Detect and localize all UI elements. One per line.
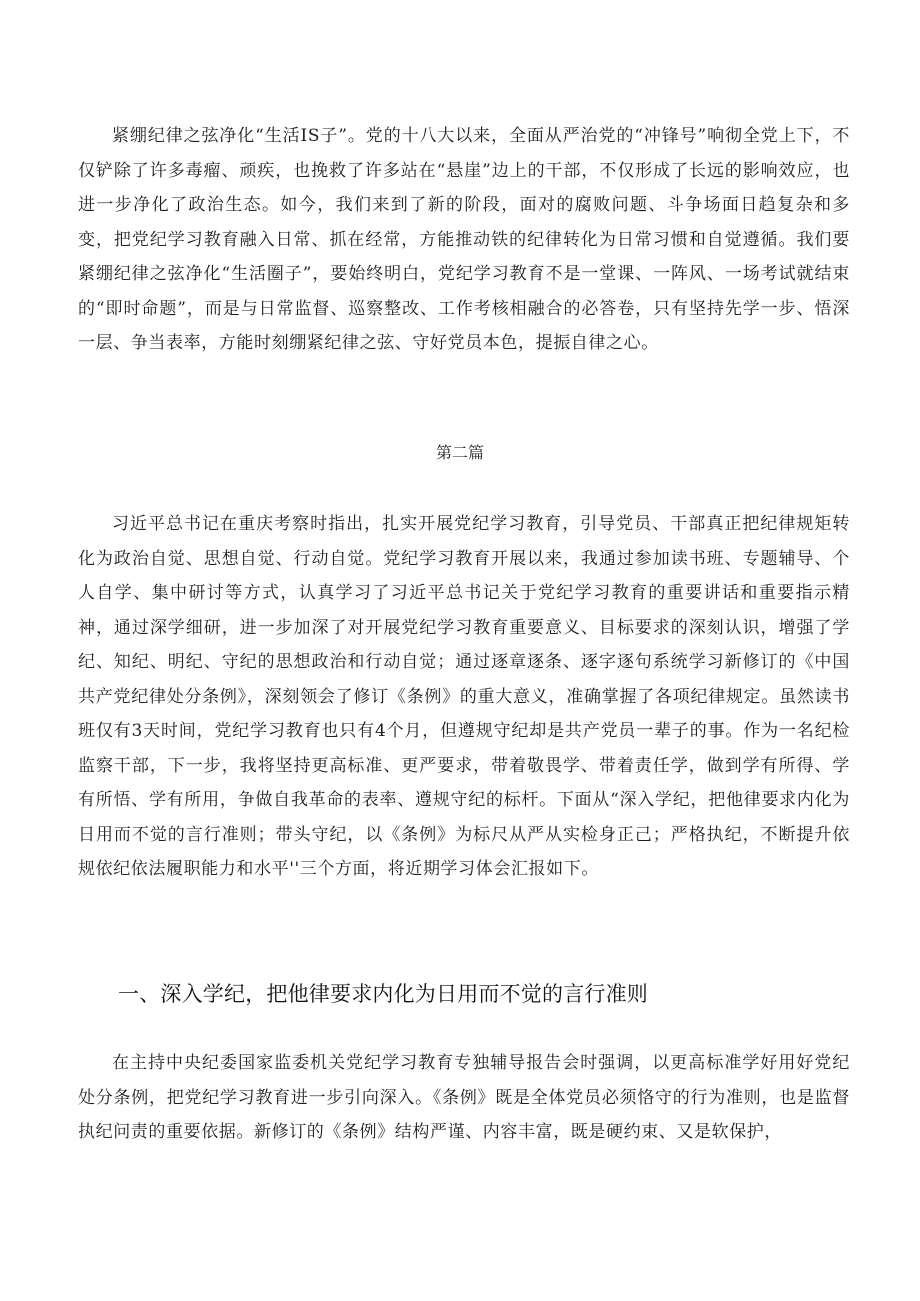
section-heading: 一、深入学纪，把他律要求内化为日用而不觉的言行准则 [118,982,648,1006]
body-paragraph: 紧绷纪律之弦净化“生活IS子”。党的十八大以来，全面从严治党的“冲锋号”响彻全党上下，不仅铲除了许多毒瘤、顽疾，也挽救了许多站在“悬崖”边上的干部，不仅形成了长远的影响效应，也进一步净化了政治生态。如今，我们来到了新的阶段，面对的腐败问题、斗争场面日趋复杂和多变，把党纪学习教育融入日常、抓在经常，方能推动铁的纪律转化为日常习惯和自觉遵循。我们要紧绷纪律之弦净化“生活圈子”，要始终明白，党纪学习教育不是一堂课、一阵风、一场考试就结束的“即时命题”，而是与日常监督、巡察整改、工作考核相融合的必答卷，只有坚持先学一步、悟深一层、争当表率，方能时刻绷紧纪律之弦、守好党员本色，提振自律之心。 [78,126,850,353]
body-paragraph: 习近平总书记在重庆考察时指出，扎实开展党纪学习教育，引导党员、干部真正把纪律规矩转化为政治自觉、思想自觉、行动自觉。党纪学习教育开展以来，我通过参加读书班、专题辅导、个人自学、集中研讨等方式，认真学习了习近平总书记关于党纪学习教育的重要讲话和重要指示精神，通过深学细研，进一步加深了对开展党纪学习教育重要意义、目标要求的深刻认识，增强了学纪、知纪、明纪、守纪的思想政治和行动自觉；通过逐章逐条、逐字逐句系统学习新修订的《中国共产党纪律处分条例》，深刻领会了修订《条例》的重大意义，准确掌握了各项纪律规定。虽然读书班仅有3天时间，党纪学习教育也只有4个月，但遵规守纪却是共产党员一辈子的事。作为一名纪检监察干部，下一步，我将坚持更高标准、更严要求，带着敬畏学、带着责任学，做到学有所得、学有所悟、学有所用，争做自我革命的表率、遵规守纪的标杆。下面从“深入学纪，把他律要求内化为日用而不觉的言行准则；带头守纪，以《条例》为标尺从严从实检身正己；严格执纪，不断提升依规依纪依法履职能力和水平''三个方面，将近期学习体会汇报如下。 [78,514,850,879]
section-title: 第二篇 [435,443,484,462]
body-paragraph: 在主持中央纪委国家监委机关党纪学习教育专独辅导报告会时强调，以更高标准学好用好党纪处分条例，把党纪学习教育进一步引向深入。《条例》既是全体党员必须恪守的行为准则，也是监督执纪问责的重要依据。新修订的《条例》结构严谨、内容丰富，既是硬约束、又是软保护， [78,1053,850,1142]
